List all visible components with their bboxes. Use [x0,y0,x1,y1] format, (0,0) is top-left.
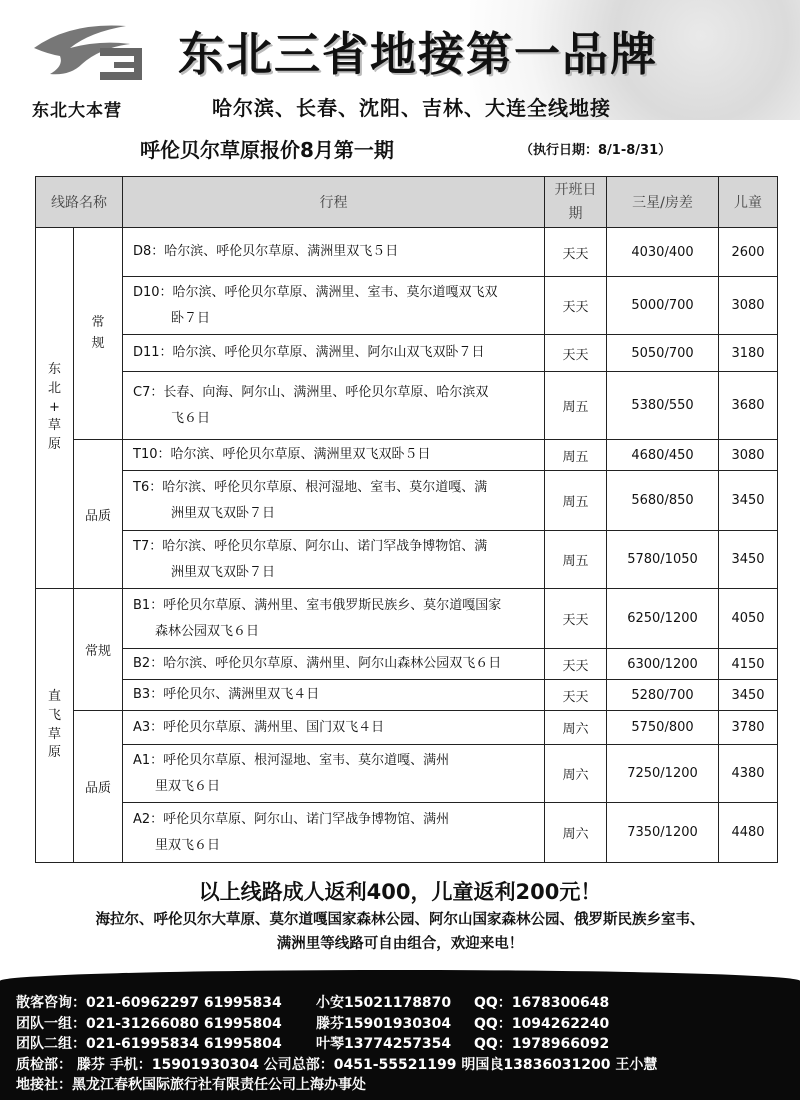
header-route-name: 线路名称 [36,177,123,228]
itinerary-cell: T6：哈尔滨、呼伦贝尔草原、根河湿地、室韦、莫尔道嘎、满 洲里双飞双卧７日 [123,471,545,531]
table-row [36,649,778,680]
child-price-cell: 4380 [719,745,778,803]
schedule-cell: 天天 [545,589,607,649]
table-row [36,471,778,531]
child-price-cell: 4150 [719,649,778,680]
price-cell: 6250/1200 [607,589,719,649]
itinerary-cell: D8：哈尔滨、呼伦贝尔草原、满洲里双飞５日 [123,228,545,277]
price-cell: 7350/1200 [607,803,719,863]
schedule-cell: 周五 [545,440,607,471]
table-row [36,277,778,335]
page-title: 呼伦贝尔草原报价8月第一期 [140,138,394,162]
table-header-row [36,177,778,228]
schedule-cell: 周六 [545,745,607,803]
contact-row: 团队一组：021-31266080 61995804 滕芬15901930304 QQ：1094262240 [16,1015,610,1032]
price-cell: 6300/1200 [607,649,719,680]
child-price-cell: 3450 [719,680,778,711]
child-price-cell: 4050 [719,589,778,649]
subgroup-quality: 品质 [74,711,123,863]
itinerary-cell: D11：哈尔滨、呼伦贝尔草原、满洲里、阿尔山双飞双卧７日 [123,335,545,372]
cities-line: 哈尔滨、长春、沈阳、吉林、大连全线地接 [212,96,611,120]
header-schedule: 开班日期 [545,177,607,228]
child-price-cell: 3080 [719,440,778,471]
child-price-cell: 3680 [719,372,778,440]
header-price: 三星/房差 [607,177,719,228]
schedule-cell: 周五 [545,372,607,440]
price-cell: 5000/700 [607,277,719,335]
table-row [36,372,778,440]
price-cell: 5780/1050 [607,531,719,589]
group-name-northeast: 东 北 + 草 原 [36,228,74,589]
company-logo-icon [30,18,150,90]
schedule-cell: 周五 [545,531,607,589]
contact-list [16,993,796,1096]
child-price-cell: 4480 [719,803,778,863]
schedule-cell: 天天 [545,335,607,372]
table-row [36,711,778,745]
header [0,0,800,172]
child-price-cell: 3180 [719,335,778,372]
table-row [36,440,778,471]
contact-row: 团队二组：021-61995834 61995804 叶琴13774257354 QQ：1978966092 [16,1036,610,1052]
subgroup-quality: 品质 [74,440,123,589]
itinerary-cell: T10：哈尔滨、呼伦贝尔草原、满洲里双飞双卧５日 [123,440,545,471]
child-price-cell: 3450 [719,471,778,531]
table-row [36,228,778,277]
price-cell: 5050/700 [607,335,719,372]
itinerary-cell: A3：呼伦贝尔草原、满州里、国门双飞４日 [123,711,545,745]
price-cell: 7250/1200 [607,745,719,803]
child-price-cell: 2600 [719,228,778,277]
table-row [36,680,778,711]
agency-line: 地接社：黑龙江春秋国际旅行社有限责任公司上海办事处 [16,1077,366,1093]
header-itinerary: 行程 [123,177,545,228]
itinerary-cell: B1：呼伦贝尔草原、满州里、室韦俄罗斯民族乡、莫尔道嘎国家 森林公园双飞６日 [123,589,545,649]
child-price-cell: 3450 [719,531,778,589]
itinerary-cell: B3：呼伦贝尔、满洲里双飞４日 [123,680,545,711]
combination-note: 海拉尔、呼伦贝尔大草原、莫尔道嘎国家森林公园、阿尔山国家森林公园、俄罗斯民族乡室韦、 满洲里等线路可自由组合，欢迎来电！ [95,912,705,952]
schedule-cell: 天天 [545,228,607,277]
table-row [36,803,778,863]
rebate-promo: 以上线路成人返利400，儿童返利200元！ [198,880,602,904]
subgroup-regular: 常规 [74,589,123,711]
table-row [36,745,778,803]
execution-date: （执行日期：8/1-8/31） [520,143,672,158]
price-cell: 5680/850 [607,471,719,531]
brand-name: 东北大本营 [32,101,122,121]
contact-row: 散客咨询：021-60962297 61995834 小安15021178870 QQ：1678300648 [16,995,610,1011]
schedule-cell: 周六 [545,803,607,863]
schedule-cell: 天天 [545,277,607,335]
itinerary-cell: D10：哈尔滨、呼伦贝尔草原、满洲里、室韦、莫尔道嘎双飞双 卧７日 [123,277,545,335]
child-price-cell: 3780 [719,711,778,745]
child-price-cell: 3080 [719,277,778,335]
group-name-direct-flight: 直 飞 草 原 [36,589,74,863]
itinerary-cell: A1：呼伦贝尔草原、根河湿地、室韦、莫尔道嘎、满州 里双飞６日 [123,745,545,803]
quality-control-line: 质检部： 滕芬 手机：15901930304 公司总部：0451-55521199 明国良13836031200 王小慧 [16,1056,658,1073]
price-cell: 5280/700 [607,680,719,711]
itinerary-cell: B2：哈尔滨、呼伦贝尔草原、满州里、阿尔山森林公园双飞６日 [123,649,545,680]
schedule-cell: 周五 [545,471,607,531]
table-row [36,589,778,649]
itinerary-cell: C7：长春、向海、阿尔山、满洲里、呼伦贝尔草原、哈尔滨双 飞６日 [123,372,545,440]
schedule-cell: 周六 [545,711,607,745]
itinerary-cell: T7：哈尔滨、呼伦贝尔草原、阿尔山、诺门罕战争博物馆、满 洲里双飞双卧７日 [123,531,545,589]
table-row [36,531,778,589]
itinerary-cell: A2：呼伦贝尔草原、阿尔山、诺门罕战争博物馆、满州 里双飞６日 [123,803,545,863]
header-child: 儿童 [719,177,778,228]
price-cell: 4030/400 [607,228,719,277]
price-cell: 5380/550 [607,372,719,440]
route-price-table [35,176,778,863]
headline: 东北三省地接第一品牌 [178,27,658,81]
schedule-cell: 天天 [545,680,607,711]
price-cell: 5750/800 [607,711,719,745]
schedule-cell: 天天 [545,649,607,680]
table-row [36,335,778,372]
price-cell: 4680/450 [607,440,719,471]
subgroup-regular: 常 规 [74,228,123,440]
